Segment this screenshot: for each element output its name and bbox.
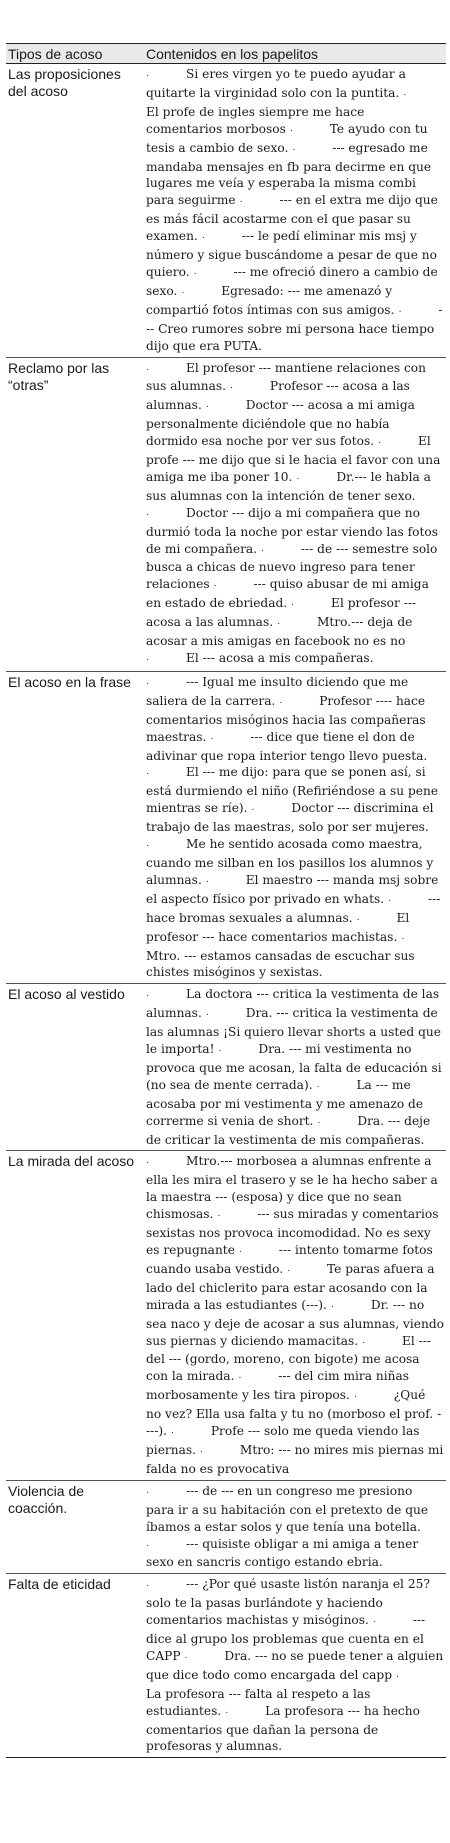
quote-text: Egresado: --- me amenazó y compartió fotos íntimas con sus amigos.	[146, 283, 395, 317]
bullet-mark: ·	[401, 932, 405, 944]
harassment-type-cell: La mirada del acoso	[6, 1151, 144, 1480]
bullet-mark: ·	[279, 696, 283, 708]
harassment-type-cell: Las proposiciones del acoso	[6, 64, 144, 358]
quote-text: El profesor --- hace comentarios machistas.	[146, 910, 410, 944]
quote-text: --- de --- en un congreso me presiono para ir a su habitación con el pretexto de que íbamos a estar solos y que tenía una botella.	[146, 1483, 429, 1534]
quote-text: El --- me dijo: para que se ponen así, si está durmiendo el niño (Refiriéndose a su pene mientras se ríe).	[146, 765, 439, 816]
bullet-mark: ·	[398, 305, 402, 317]
bullet-mark: ·	[372, 1616, 377, 1628]
table-row	[6, 357, 446, 671]
table-row	[6, 671, 446, 983]
quote-text: Mtro: --- no mires mis piernas mi falda no es provocativa	[146, 1442, 444, 1476]
table-row	[6, 1151, 446, 1480]
quote-text: --- dice que tiene el don de adivinar que ropa interior tengo llevo puesta.	[146, 729, 428, 763]
bullet-mark: ·	[316, 1080, 320, 1092]
quote-text: --- hace bromas sexuales a alumnas.	[146, 891, 441, 925]
quote-text: --- de --- semestre solo busca a chicas de nuevo ingreso para tener relaciones	[146, 541, 438, 592]
quote-text: ¿Qué no vez? Ella usa falta y tu no (morboso el prof. ----).	[146, 1388, 442, 1439]
quote-text: Dra. --- critica la vestimenta de las alumnas ¡Si quiero llevar shorts a usted que le importa!	[146, 1006, 441, 1057]
header-contents: Contenidos en los papelitos	[144, 44, 446, 64]
bullet-mark: ·	[184, 1651, 188, 1663]
quote-text: Doctor --- discrimina el trabajo de las maestras, solo por ser mujeres.	[146, 801, 434, 835]
bullet-mark: ·	[251, 804, 255, 816]
bullet-mark: ·	[276, 618, 281, 630]
bullet-mark: ·	[146, 654, 150, 665]
quote-text: Mtro. --- estamos cansadas de escuchar sus chistes misóginos y sexistas.	[146, 948, 415, 980]
bullet-mark: ·	[286, 1264, 291, 1276]
bullet-mark: ·	[146, 508, 150, 520]
quote-text: La profesora --- falta al respeto a las estudiantes.	[146, 1686, 371, 1718]
quote-text: Dra. --- no se puede tener a alguien que dice todo como encargada del capp	[146, 1648, 444, 1682]
bullet-mark: ·	[289, 124, 294, 136]
harassment-type-cell: El acoso al vestido	[6, 984, 144, 1151]
quote-text: --- del cim mira niñas morbosamente y les tira piropos.	[146, 1369, 410, 1403]
quote-text: --- le pedí eliminar mis msj y número y sigue buscándome a pesar de que no quiero.	[146, 229, 437, 279]
bullet-mark: ·	[210, 732, 214, 744]
bullet-mark: ·	[218, 1045, 222, 1057]
quote-text: Dra. --- mi vestimenta no provoca que me acosan, la falta de educación si (no sea de mente cerrada).	[146, 1042, 442, 1092]
bullet-mark: ·	[205, 875, 210, 887]
quote-text: Doctor --- dijo a mi compañera que no durmió toda la noche por estar viendo las fotos de mi compañera.	[146, 505, 438, 556]
bullet-mark: ·	[213, 580, 217, 592]
bullet-mark: ·	[292, 143, 296, 155]
bullet-mark: ·	[377, 437, 382, 449]
bullet-mark: ·	[229, 382, 234, 394]
bullet-mark: ·	[193, 267, 197, 279]
quote-text: El --- del --- (gordo, moreno, con bigote) me acosa con la mirada.	[146, 1333, 432, 1384]
quote-text: El maestro --- manda msj sobre el aspecto físico por privado en whats.	[146, 872, 439, 906]
table-header	[6, 44, 446, 64]
quote-text: Mtro.--- morbosea a alumnas enfrente a ella les mira el trasero y se le ha hecho saber a la maestra --- (esposa) y dice que no sean chismosas.	[146, 1154, 438, 1222]
quote-text: --- Igual me insulto diciendo que me saliera de la carrera.	[146, 674, 409, 708]
table-header-row	[6, 44, 446, 64]
harassment-type-cell: Violencia de coacción.	[6, 1480, 144, 1574]
bullet-mark: ·	[239, 196, 243, 208]
quote-text: Dra. --- deje de criticar la vestimenta de mis compañeras.	[146, 1113, 431, 1147]
quote-text: --- intento tomarme fotos cuando usaba vestido.	[146, 1243, 433, 1276]
quote-text: El profe --- me dijo que si le hacia el favor con una amiga me iba poner 10.	[146, 434, 441, 484]
quote-text: --- egresado me mandaba mensajes en fb para decirme en que lugares me veía y esperaba la misma combi para seguirme	[146, 140, 432, 208]
papelitos-content-cell	[144, 1151, 446, 1480]
papelitos-content-cell	[144, 984, 446, 1151]
quote-text: Dr. --- no sea naco y deje de acosar a sus alumnas, viendo sus piernas y diciendo mamacitas.	[146, 1297, 444, 1348]
quote-text: La profesora --- ha hecho comentarios que dañan la persona de profesoras y alumnas.	[146, 1703, 420, 1754]
papelitos-content-cell	[144, 1480, 446, 1574]
quote-text: Doctor --- acosa a mi amiga personalmente diciéndole que no había dormido esa noche por ver sus fotos.	[146, 398, 415, 449]
bullet-mark: ·	[395, 1670, 400, 1682]
harassment-type-cell: Reclamo por las “otras”	[6, 357, 144, 671]
harassment-types-table	[6, 43, 446, 1758]
papelitos-content-cell	[144, 671, 446, 983]
quote-text: Me he sentido acosada como maestra, cuando me silban en los pasillos los alumnos y alumnas.	[146, 837, 434, 887]
quote-text: Profesor ---- hace comentarios misóginos hacia las compañeras maestras.	[146, 693, 426, 744]
bullet-mark: ·	[362, 1336, 366, 1348]
bullet-mark: ·	[146, 677, 150, 689]
papelitos-content-cell	[144, 357, 446, 671]
bullet-mark: ·	[238, 1246, 243, 1257]
bullet-mark: ·	[146, 1157, 150, 1169]
bullet-mark: ·	[225, 1706, 229, 1718]
quote-text: --- me ofreció dinero a cambio de sexo.	[146, 264, 438, 298]
bullet-mark: ·	[181, 286, 185, 298]
bullet-mark: ·	[330, 1300, 335, 1312]
bullet-mark: ·	[387, 894, 392, 906]
bullet-mark: ·	[146, 363, 150, 375]
table-row	[6, 1574, 446, 1758]
bullet-mark: ·	[260, 544, 265, 556]
bullet-mark: ·	[199, 1445, 204, 1457]
table-row	[6, 1480, 446, 1574]
quote-text: Dr.--- le habla a sus alumnas con la intención de tener sexo.	[146, 469, 431, 503]
bullet-mark: ·	[146, 1580, 150, 1592]
table-row	[6, 64, 446, 358]
bullet-mark: ·	[205, 401, 210, 413]
quote-text: Profesor --- acosa a las alumnas.	[146, 379, 410, 413]
document-page	[6, 43, 446, 1758]
bullet-mark: ·	[170, 1427, 175, 1439]
bullet-mark: ·	[353, 1391, 358, 1403]
bullet-mark: ·	[146, 768, 150, 780]
header-types: Tipos de acoso	[6, 44, 144, 64]
bullet-mark: ·	[146, 840, 150, 852]
bullet-mark: ·	[146, 1539, 150, 1551]
bullet-mark: ·	[201, 232, 206, 244]
quote-text: El --- acosa a mis compañeras.	[186, 651, 374, 665]
bullet-mark: ·	[205, 1009, 210, 1021]
table-row	[6, 984, 446, 1151]
bullet-mark: ·	[317, 1116, 321, 1128]
bullet-mark: ·	[146, 990, 150, 1002]
bullet-mark: ·	[296, 472, 300, 484]
quote-text: El profe de ingles siempre me hace comentarios morbosos	[146, 104, 365, 136]
quote-text: Mtro.--- deja de acosar a mis amigas en facebook no es no	[146, 615, 413, 649]
bullet-mark: ·	[146, 1486, 150, 1498]
bullet-mark: ·	[146, 70, 150, 81]
bullet-mark: ·	[291, 599, 295, 611]
quote-text: --- en el extra me dijo que es más fácil acostarme con el que pasar su examen.	[146, 193, 438, 244]
bullet-mark: ·	[403, 88, 407, 100]
quote-text: La doctora --- critica la vestimenta de las alumnas.	[146, 987, 440, 1021]
harassment-type-cell: El acoso en la frase	[6, 671, 144, 983]
papelitos-content-cell	[144, 1574, 446, 1758]
quote-text: Te ayudo con tu tesis a cambio de sexo.	[146, 121, 428, 155]
quote-text: Te paras afuera a lado del chiclerito para estar acosando con la mirada a las estudiantes (---).	[146, 1261, 435, 1312]
table-body	[6, 64, 446, 1758]
quote-text: Profe --- solo me queda viendo las piernas.	[146, 1424, 420, 1457]
quote-text: --- Creo rumores sobre mi persona hace tiempo dijo que era PUTA.	[146, 302, 443, 353]
quote-text: La --- me acosaba por mi vestimenta y me amenazo de correrme si venia de short.	[146, 1077, 424, 1128]
quote-text: --- quiso abusar de mi amiga en estado de ebriedad.	[146, 577, 429, 611]
quote-text: --- dice al grupo los problemas que cuenta en el CAPP	[146, 1613, 426, 1663]
bullet-mark: ·	[356, 913, 360, 925]
quote-text: Si eres virgen yo te puedo ayudar a quitarte la virginidad solo con la puntita.	[146, 67, 406, 100]
bullet-mark: ·	[238, 1372, 242, 1384]
quote-text: --- ¿Por qué usaste listón naranja el 25? solo te la pasas burlándote y haciendo comentarios machistas y misóginos.	[146, 1577, 430, 1628]
papelitos-content-cell	[144, 64, 446, 358]
quote-text: El profesor --- mantiene relaciones con sus alumnas.	[146, 360, 426, 394]
quote-text: El profesor --- acosa a las alumnas.	[146, 596, 417, 630]
quote-text: --- quisiste obligar a mi amiga a tener sexo en sancris contigo estando ebria.	[146, 1536, 419, 1570]
quote-text: --- sus miradas y comentarios sexistas nos provoca incomodidad. No es sexy es repugnante	[146, 1207, 439, 1257]
harassment-type-cell: Falta de eticidad	[6, 1574, 144, 1758]
bullet-mark: ·	[217, 1210, 221, 1222]
